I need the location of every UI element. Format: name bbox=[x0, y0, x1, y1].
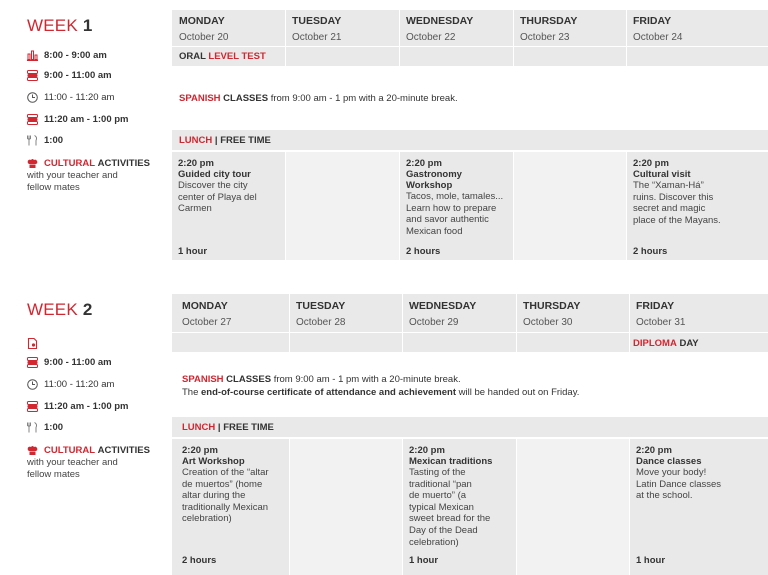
book-stack-icon bbox=[27, 401, 38, 412]
week1-day-tuesday: TUESDAY October 21 bbox=[292, 15, 342, 43]
book-stack-icon bbox=[27, 114, 38, 125]
diploma-document-icon bbox=[27, 338, 38, 349]
clock-icon bbox=[27, 92, 38, 103]
week2-activity-monday-duration: 2 hours bbox=[182, 555, 217, 566]
week1-activity-wednesday-duration: 2 hours bbox=[406, 246, 441, 257]
week1-class2-time: 11:20 am - 1:00 pm bbox=[27, 114, 129, 125]
week2-cultural-label: CULTURAL ACTIVITIES with your teacher and fellow mates bbox=[27, 445, 150, 480]
week2-class2-time: 11:20 am - 1:00 pm bbox=[27, 401, 129, 412]
week2-day-wednesday: WEDNESDAY October 29 bbox=[409, 300, 477, 328]
week2-break-time: 11:00 - 11:20 am bbox=[27, 379, 114, 390]
week1-title: WEEK 1 bbox=[27, 16, 93, 35]
week1-break-time: 11:00 - 11:20 am bbox=[27, 92, 114, 103]
chef-hat-icon bbox=[27, 158, 38, 169]
clock-icon bbox=[27, 379, 38, 390]
bar-chart-icon bbox=[27, 50, 38, 61]
week1-day-thursday: THURSDAY October 23 bbox=[520, 15, 578, 43]
week2-day-thursday: THURSDAY October 30 bbox=[523, 300, 581, 328]
week1-class1-time: 9:00 - 11:00 am bbox=[27, 70, 112, 81]
week1-day-monday: MONDAY October 20 bbox=[179, 15, 229, 43]
week2-day-friday: FRIDAY October 31 bbox=[636, 300, 686, 328]
week2-day-monday: MONDAY October 27 bbox=[182, 300, 232, 328]
week1-lunch-label: LUNCH | FREE TIME bbox=[179, 135, 271, 146]
week1-test-time: 8:00 - 9:00 am bbox=[27, 50, 107, 61]
chef-hat-icon bbox=[27, 445, 38, 456]
week2-title: WEEK 2 bbox=[27, 300, 93, 319]
week1-activity-friday: 2:20 pm Cultural visit The “Xaman-Há” ruins. Discover this secret and magic place of the Mayans. bbox=[633, 158, 721, 226]
week2-activity-monday: 2:20 pm Art Workshop Creation of the “altar de muertos” (home altar during the traditionally Mexican celebration) bbox=[182, 445, 269, 525]
week2-lunch-time: 1:00 bbox=[27, 422, 63, 433]
week2-activity-friday-duration: 1 hour bbox=[636, 555, 666, 566]
week2-class1-time: 9:00 - 11:00 am bbox=[27, 357, 112, 368]
week2-diploma-day: DIPLOMA DAY bbox=[633, 338, 699, 349]
week2-activity-wednesday: 2:20 pm Mexican traditions Tasting of the traditional “pan de muerto” (a typical Mexican sweet bread for the Day of the Dead celebration) bbox=[409, 445, 493, 548]
book-stack-icon bbox=[27, 70, 38, 81]
week2-spanish-classes: SPANISH CLASSES from 9:00 am - 1 pm with a 20-minute break. The end-of-course certificate of attendance and achievement will be handed out on Friday. bbox=[182, 374, 580, 398]
book-stack-icon bbox=[27, 357, 38, 368]
week1-day-wednesday: WEDNESDAY October 22 bbox=[406, 15, 474, 43]
week1-day-friday: FRIDAY October 24 bbox=[633, 15, 683, 43]
week1-cultural-label: CULTURAL ACTIVITIES with your teacher and fellow mates bbox=[27, 158, 150, 193]
cutlery-icon bbox=[27, 422, 38, 433]
week2-lunch-label: LUNCH | FREE TIME bbox=[182, 422, 274, 433]
week1-activity-wednesday: 2:20 pm Gastronomy Workshop Tacos, mole, tamales... Learn how to prepare and savor authentic Mexican food bbox=[406, 158, 504, 237]
week1-spanish-classes: SPANISH CLASSES from 9:00 am - 1 pm with a 20-minute break. bbox=[179, 93, 458, 104]
week1-activity-monday: 2:20 pm Guided city tour Discover the city center of Playa del Carmen bbox=[178, 158, 257, 215]
week1-activity-friday-duration: 2 hours bbox=[633, 246, 668, 257]
week2-activity-wednesday-duration: 1 hour bbox=[409, 555, 439, 566]
week2-day-tuesday: TUESDAY October 28 bbox=[296, 300, 346, 328]
week1-activity-monday-duration: 1 hour bbox=[178, 246, 208, 257]
cutlery-icon bbox=[27, 135, 38, 146]
week1-lunch-time: 1:00 bbox=[27, 135, 63, 146]
week1-oral-test: ORAL LEVEL TEST bbox=[179, 51, 266, 62]
week2-activity-friday: 2:20 pm Dance classes Move your body! Latin Dance classes at the school. bbox=[636, 445, 722, 502]
